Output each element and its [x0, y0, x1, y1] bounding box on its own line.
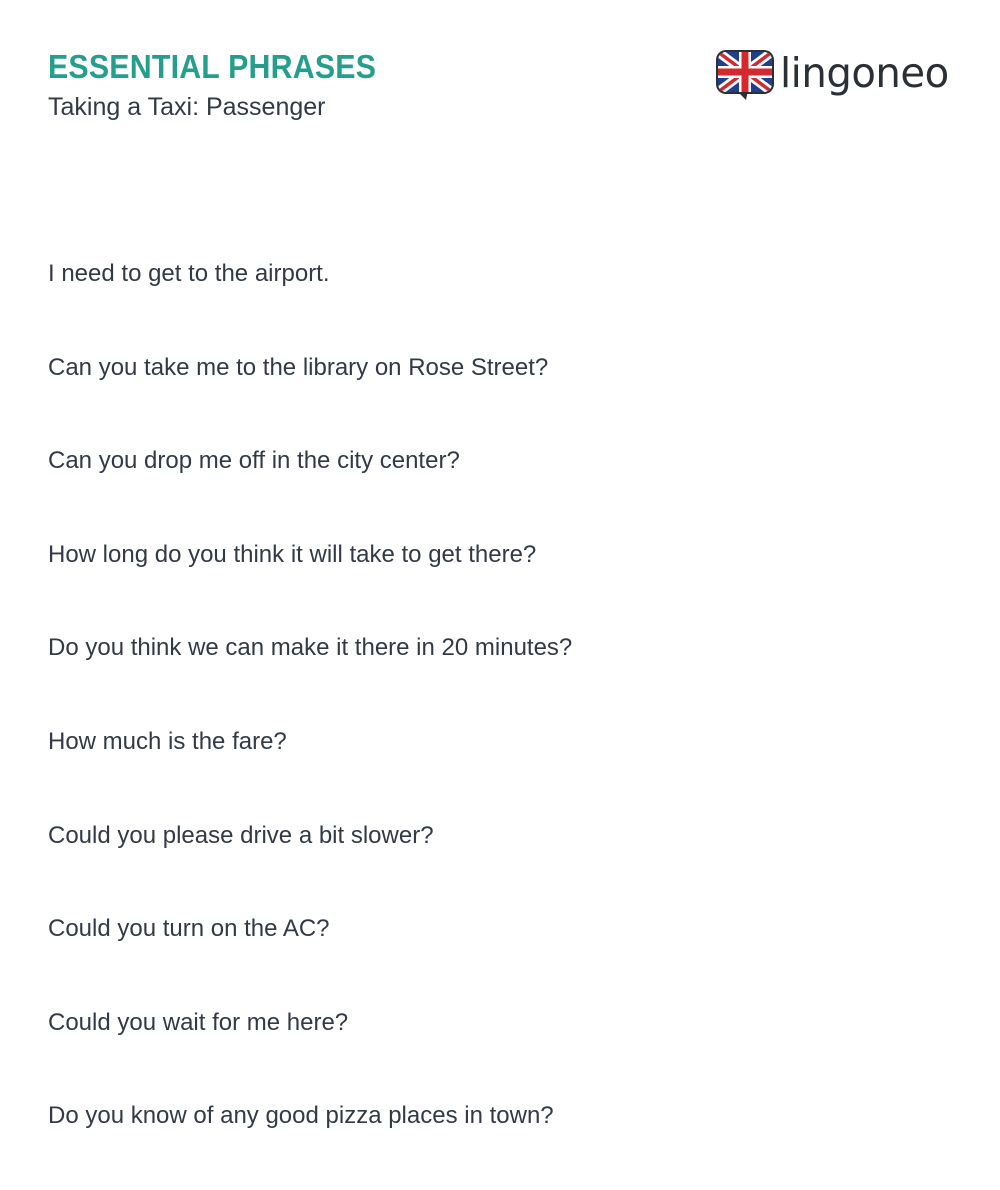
logo-wordmark: lingoneo — [779, 49, 949, 97]
phrase-item: How long do you think it will take to get there? — [48, 540, 537, 568]
phrase-item: Do you know of any good pizza places in town? — [48, 1102, 554, 1130]
page-title: ESSENTIAL PHRASES — [48, 48, 377, 85]
phrase-item: Do you think we can make it there in 20 minutes? — [48, 634, 573, 662]
phrase-item: I need to get to the airport. — [48, 260, 330, 287]
phrase-item: Can you drop me off in the city center? — [48, 447, 460, 475]
phrase-item: Could you turn on the AC? — [48, 915, 330, 943]
phrase-item: Could you please drive a bit slower? — [48, 821, 434, 849]
page-header — [48, 48, 952, 138]
page-subtitle: Taking a Taxi: Passenger — [48, 93, 326, 121]
lingoneo-logo — [716, 50, 952, 102]
uk-flag-speech-bubble-icon — [716, 50, 774, 102]
phrase-item: Could you wait for me here? — [48, 1008, 349, 1036]
phrase-item: How much is the fare? — [48, 727, 287, 755]
phrase-item: Can you take me to the library on Rose Street? — [48, 353, 549, 381]
phrase-list — [48, 252, 952, 1188]
